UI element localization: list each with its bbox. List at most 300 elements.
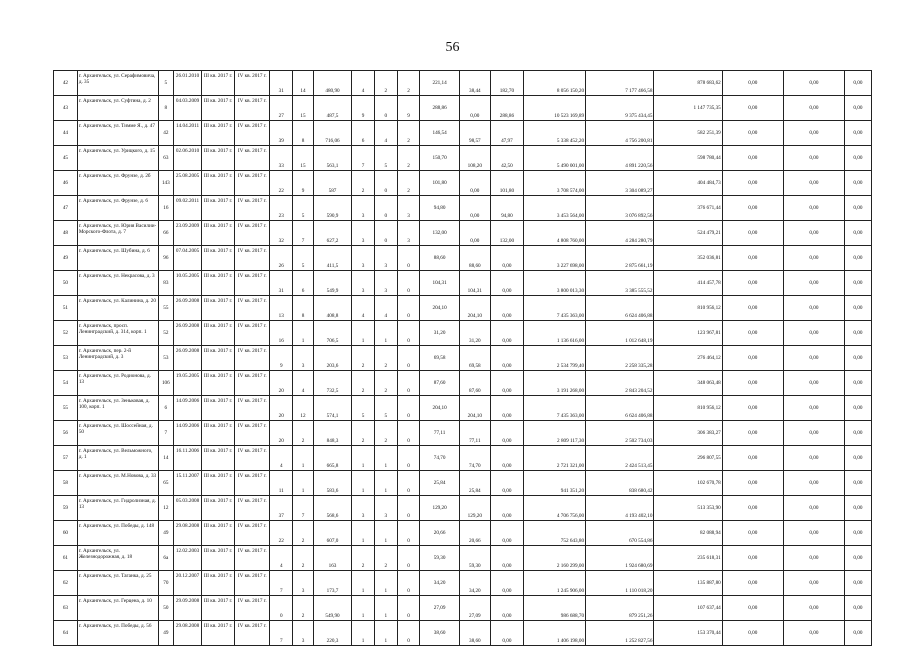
- cost-extra-cell: 0,00: [783, 571, 844, 596]
- cost-other-cell: 0,00: [844, 421, 871, 446]
- area-municipal-cell: 0,00: [490, 471, 523, 496]
- address-cell: г. Архангельск, ул. Шубина, д. 6: [77, 246, 158, 271]
- address-cell: г. Архангельск, ул. Гидролизная, д. 13: [77, 496, 158, 521]
- rooms-total-cell: 1: [352, 446, 375, 471]
- completion-quarter-cell: IV кв. 2017 г.: [235, 121, 270, 146]
- cost-total-cell: 1 406 198,00: [523, 621, 585, 646]
- total-area-cell: 487,5: [313, 96, 351, 121]
- area-total-cell: 31,20: [420, 321, 459, 346]
- cost-total-cell: 3 800 013,30: [523, 271, 585, 296]
- cost-extra-cell: 0,00: [783, 321, 844, 346]
- house-number-cell: 50: [158, 596, 174, 621]
- area-total-cell: 88,60: [420, 246, 459, 271]
- rooms-private-cell: 1: [374, 471, 397, 496]
- rooms-private-cell: 5: [374, 146, 397, 171]
- rooms-total-cell: 5: [352, 396, 375, 421]
- total-area-cell: 732,5: [313, 371, 351, 396]
- planned-quarter-cell: III кв. 2017 г.: [202, 121, 235, 146]
- completion-quarter-cell: IV кв. 2017 г.: [235, 71, 270, 96]
- house-number-cell: 65: [158, 471, 174, 496]
- cost-total-cell: 752 643,80: [523, 521, 585, 546]
- rooms-municipal-cell: 0: [397, 471, 420, 496]
- resettled-count-cell: 1: [293, 321, 314, 346]
- cost-extra-cell: 0,00: [783, 546, 844, 571]
- cost-extra-cell: 0,00: [783, 71, 844, 96]
- rooms-total-cell: 3: [352, 196, 375, 221]
- cost-extra-cell: 0,00: [783, 121, 844, 146]
- rooms-total-cell: 7: [352, 146, 375, 171]
- cost-region-cell: 414 457,78: [654, 271, 722, 296]
- area-private-cell: 0,00: [459, 221, 490, 246]
- cost-extra-cell: 0,00: [783, 596, 844, 621]
- cost-extra-cell: 0,00: [783, 446, 844, 471]
- cost-total-cell: 5 338 452,20: [523, 121, 585, 146]
- table-row: [54, 446, 872, 471]
- cost-other-cell: 0,00: [844, 171, 871, 196]
- table-row: [54, 521, 872, 546]
- residents-count-cell: 4: [270, 446, 293, 471]
- planned-quarter-cell: III кв. 2017 г.: [202, 471, 235, 496]
- cost-fund-cell: 2 875 661,19: [586, 246, 654, 271]
- rooms-total-cell: 4: [352, 296, 375, 321]
- area-municipal-cell: 0,00: [490, 271, 523, 296]
- total-area-cell: 574,1: [313, 396, 351, 421]
- cost-fund-cell: 9 375 434,45: [586, 96, 654, 121]
- cost-local-cell: 0,00: [722, 546, 783, 571]
- area-total-cell: 27,09: [420, 596, 459, 621]
- house-number-cell: 83: [158, 271, 174, 296]
- rooms-private-cell: 1: [374, 446, 397, 471]
- resettled-count-cell: 4: [293, 371, 314, 396]
- area-total-cell: 59,30: [420, 546, 459, 571]
- residents-count-cell: 26: [270, 246, 293, 271]
- cost-total-cell: 7 435 363,00: [523, 396, 585, 421]
- cost-other-cell: 0,00: [844, 546, 871, 571]
- area-total-cell: 288,86: [420, 96, 459, 121]
- address-cell: г. Архангельск, ул. Суфтина, д. 2: [77, 96, 158, 121]
- table-row: [54, 321, 872, 346]
- cost-extra-cell: 0,00: [783, 621, 844, 646]
- planned-quarter-cell: III кв. 2017 г.: [202, 621, 235, 646]
- row-number-cell: 50: [54, 271, 78, 296]
- completion-quarter-cell: IV кв. 2017 г.: [235, 396, 270, 421]
- resettled-count-cell: 1: [293, 471, 314, 496]
- rooms-total-cell: 3: [352, 221, 375, 246]
- house-number-cell: 14: [158, 446, 174, 471]
- recognition-date-cell: 09.02.2011: [174, 196, 202, 221]
- area-total-cell: 101,80: [420, 171, 459, 196]
- address-cell: г. Архангельск, ул. Таганка, д. 25: [77, 571, 158, 596]
- cost-fund-cell: 2 502 734,03: [586, 421, 654, 446]
- area-private-cell: 88,60: [459, 246, 490, 271]
- cost-total-cell: 8 056 150,20: [523, 71, 585, 96]
- rooms-total-cell: 2: [352, 421, 375, 446]
- total-area-cell: 627,2: [313, 221, 351, 246]
- cost-region-cell: 153 370,44: [654, 621, 722, 646]
- rooms-municipal-cell: 0: [397, 321, 420, 346]
- area-total-cell: 38,60: [420, 621, 459, 646]
- table-row: [54, 96, 872, 121]
- rooms-municipal-cell: 0: [397, 271, 420, 296]
- area-municipal-cell: 0,00: [490, 621, 523, 646]
- resettled-count-cell: 6: [293, 271, 314, 296]
- resettlement-table: [53, 70, 872, 646]
- area-municipal-cell: 0,00: [490, 571, 523, 596]
- rooms-total-cell: 1: [352, 596, 375, 621]
- resettled-count-cell: 5: [293, 246, 314, 271]
- cost-total-cell: 4 706 756,00: [523, 496, 585, 521]
- residents-count-cell: 31: [270, 71, 293, 96]
- cost-extra-cell: 0,00: [783, 196, 844, 221]
- row-number-cell: 57: [54, 446, 78, 471]
- recognition-date-cell: 14.09.2006: [174, 396, 202, 421]
- cost-other-cell: 0,00: [844, 246, 871, 271]
- house-number-cell: 42: [158, 121, 174, 146]
- house-number-cell: 52: [158, 321, 174, 346]
- row-number-cell: 63: [54, 596, 78, 621]
- row-number-cell: 42: [54, 71, 78, 96]
- cost-total-cell: 10 523 169,89: [523, 96, 585, 121]
- cost-local-cell: 0,00: [722, 371, 783, 396]
- row-number-cell: 64: [54, 621, 78, 646]
- completion-quarter-cell: IV кв. 2017 г.: [235, 246, 270, 271]
- rooms-total-cell: 1: [352, 471, 375, 496]
- area-private-cell: 38,60: [459, 621, 490, 646]
- address-cell: г. Архангельск, ул. Юрия Василии-Морского-Флота, д. 7: [77, 221, 158, 246]
- cost-extra-cell: 0,00: [783, 296, 844, 321]
- house-number-cell: 53: [158, 346, 174, 371]
- house-number-cell: 7: [158, 421, 174, 446]
- total-area-cell: 220,3: [313, 621, 351, 646]
- area-total-cell: 74,70: [420, 446, 459, 471]
- total-area-cell: 848,3: [313, 421, 351, 446]
- row-number-cell: 46: [54, 171, 78, 196]
- total-area-cell: 716,06: [313, 121, 351, 146]
- house-number-cell: 143: [158, 171, 174, 196]
- cost-extra-cell: 0,00: [783, 421, 844, 446]
- cost-local-cell: 0,00: [722, 121, 783, 146]
- area-municipal-cell: 182,70: [490, 71, 523, 96]
- cost-other-cell: 0,00: [844, 296, 871, 321]
- resettled-count-cell: 1: [293, 446, 314, 471]
- cost-region-cell: 582 251,39: [654, 121, 722, 146]
- address-cell: г. Архангельск, ул. Фрунзе, д. 6: [77, 196, 158, 221]
- cost-fund-cell: 3 076 892,56: [586, 196, 654, 221]
- rooms-municipal-cell: 0: [397, 621, 420, 646]
- planned-quarter-cell: III кв. 2017 г.: [202, 446, 235, 471]
- rooms-municipal-cell: 0: [397, 521, 420, 546]
- area-total-cell: 146,54: [420, 121, 459, 146]
- rooms-private-cell: 1: [374, 321, 397, 346]
- area-private-cell: 0,00: [459, 196, 490, 221]
- residents-count-cell: 7: [270, 571, 293, 596]
- row-number-cell: 53: [54, 346, 78, 371]
- cost-fund-cell: 4 891 220,56: [586, 146, 654, 171]
- rooms-total-cell: 1: [352, 521, 375, 546]
- house-number-cell: 5: [158, 71, 174, 96]
- row-number-cell: 43: [54, 96, 78, 121]
- cost-local-cell: 0,00: [722, 471, 783, 496]
- cost-region-cell: 598 780,44: [654, 146, 722, 171]
- recognition-date-cell: 02.06.2010: [174, 146, 202, 171]
- resettled-count-cell: 3: [293, 346, 314, 371]
- area-total-cell: 132,00: [420, 221, 459, 246]
- cost-local-cell: 0,00: [722, 96, 783, 121]
- cost-region-cell: 810 956,12: [654, 296, 722, 321]
- cost-region-cell: 107 637,44: [654, 596, 722, 621]
- cost-extra-cell: 0,00: [783, 396, 844, 421]
- residents-count-cell: 33: [270, 146, 293, 171]
- cost-extra-cell: 0,00: [783, 246, 844, 271]
- recognition-date-cell: 10.05.2005: [174, 271, 202, 296]
- table-row: [54, 571, 872, 596]
- cost-local-cell: 0,00: [722, 346, 783, 371]
- rooms-private-cell: 4: [374, 296, 397, 321]
- cost-other-cell: 0,00: [844, 446, 871, 471]
- area-private-cell: 77,11: [459, 421, 490, 446]
- cost-region-cell: 513 353,90: [654, 496, 722, 521]
- area-total-cell: 34,20: [420, 571, 459, 596]
- planned-quarter-cell: III кв. 2017 г.: [202, 221, 235, 246]
- row-number-cell: 59: [54, 496, 78, 521]
- address-cell: г. Архангельск, ул. Герцена, д. 10: [77, 596, 158, 621]
- cost-total-cell: 1 136 616,00: [523, 321, 585, 346]
- house-number-cell: 70: [158, 571, 174, 596]
- cost-other-cell: 0,00: [844, 621, 871, 646]
- cost-region-cell: 306 383,27: [654, 421, 722, 446]
- planned-quarter-cell: III кв. 2017 г.: [202, 196, 235, 221]
- total-area-cell: 607,0: [313, 521, 351, 546]
- cost-other-cell: 0,00: [844, 121, 871, 146]
- area-private-cell: 38,44: [459, 71, 490, 96]
- planned-quarter-cell: III кв. 2017 г.: [202, 596, 235, 621]
- cost-other-cell: 0,00: [844, 371, 871, 396]
- completion-quarter-cell: IV кв. 2017 г.: [235, 571, 270, 596]
- recognition-date-cell: 26.09.2008: [174, 321, 202, 346]
- total-area-cell: 706,5: [313, 321, 351, 346]
- residents-count-cell: 4: [270, 546, 293, 571]
- rooms-municipal-cell: 0: [397, 396, 420, 421]
- cost-fund-cell: 7 177 466,58: [586, 71, 654, 96]
- row-number-cell: 47: [54, 196, 78, 221]
- row-number-cell: 55: [54, 396, 78, 421]
- area-total-cell: 221,14: [420, 71, 459, 96]
- area-total-cell: 20,66: [420, 521, 459, 546]
- area-municipal-cell: 101,80: [490, 171, 523, 196]
- recognition-date-cell: 29.08.2008: [174, 521, 202, 546]
- house-number-cell: 66: [158, 221, 174, 246]
- address-cell: г. Архангельск, просп. Ленинградский, д. 314, корп. 1: [77, 321, 158, 346]
- cost-extra-cell: 0,00: [783, 146, 844, 171]
- resettled-count-cell: 2: [293, 596, 314, 621]
- area-private-cell: 87,60: [459, 371, 490, 396]
- area-municipal-cell: 0,00: [490, 521, 523, 546]
- completion-quarter-cell: IV кв. 2017 г.: [235, 146, 270, 171]
- cost-total-cell: 941 351,20: [523, 471, 585, 496]
- row-number-cell: 44: [54, 121, 78, 146]
- table-row: [54, 421, 872, 446]
- row-number-cell: 49: [54, 246, 78, 271]
- area-private-cell: 108,20: [459, 146, 490, 171]
- cost-fund-cell: 4 756 200,81: [586, 121, 654, 146]
- recognition-date-cell: 07.04.2005: [174, 246, 202, 271]
- total-area-cell: 163: [313, 546, 351, 571]
- rooms-total-cell: 6: [352, 121, 375, 146]
- rooms-total-cell: 2: [352, 371, 375, 396]
- cost-total-cell: 2 534 799,40: [523, 346, 585, 371]
- table-row: [54, 221, 872, 246]
- cost-other-cell: 0,00: [844, 96, 871, 121]
- cost-local-cell: 0,00: [722, 196, 783, 221]
- recognition-date-cell: 20.12.2007: [174, 571, 202, 596]
- rooms-total-cell: 1: [352, 321, 375, 346]
- area-private-cell: 0,00: [459, 96, 490, 121]
- rooms-private-cell: 2: [374, 346, 397, 371]
- cost-other-cell: 0,00: [844, 571, 871, 596]
- residents-count-cell: 20: [270, 421, 293, 446]
- cost-extra-cell: 0,00: [783, 346, 844, 371]
- cost-local-cell: 0,00: [722, 71, 783, 96]
- recognition-date-cell: 29.08.2008: [174, 621, 202, 646]
- total-area-cell: 563,1: [313, 146, 351, 171]
- residents-count-cell: 31: [270, 271, 293, 296]
- address-cell: г. Архангельск, ул. Победы, д. 148: [77, 521, 158, 546]
- planned-quarter-cell: III кв. 2017 г.: [202, 271, 235, 296]
- planned-quarter-cell: III кв. 2017 г.: [202, 71, 235, 96]
- area-municipal-cell: 0,00: [490, 321, 523, 346]
- rooms-total-cell: 2: [352, 171, 375, 196]
- completion-quarter-cell: IV кв. 2017 г.: [235, 546, 270, 571]
- cost-region-cell: 352 036,81: [654, 246, 722, 271]
- rooms-private-cell: 0: [374, 171, 397, 196]
- cost-total-cell: 3 453 564,00: [523, 196, 585, 221]
- total-area-cell: 583,6: [313, 471, 351, 496]
- planned-quarter-cell: III кв. 2017 г.: [202, 521, 235, 546]
- rooms-private-cell: 5: [374, 396, 397, 421]
- planned-quarter-cell: III кв. 2017 г.: [202, 246, 235, 271]
- cost-local-cell: 0,00: [722, 596, 783, 621]
- recognition-date-cell: 16.11.2006: [174, 446, 202, 471]
- area-municipal-cell: 288,86: [490, 96, 523, 121]
- completion-quarter-cell: IV кв. 2017 г.: [235, 196, 270, 221]
- house-number-cell: 106: [158, 371, 174, 396]
- cost-fund-cell: 1 252 827,56: [586, 621, 654, 646]
- address-cell: г. Архангельск, пер. 2-й Ленинградский, д. 3: [77, 346, 158, 371]
- area-private-cell: 0,00: [459, 171, 490, 196]
- rooms-municipal-cell: 0: [397, 346, 420, 371]
- cost-extra-cell: 0,00: [783, 521, 844, 546]
- recognition-date-cell: 14.04.2011: [174, 121, 202, 146]
- cost-extra-cell: 0,00: [783, 221, 844, 246]
- recognition-date-cell: 04.03.2009: [174, 96, 202, 121]
- area-total-cell: 104,31: [420, 271, 459, 296]
- area-municipal-cell: 42,50: [490, 146, 523, 171]
- cost-other-cell: 0,00: [844, 521, 871, 546]
- row-number-cell: 58: [54, 471, 78, 496]
- rooms-total-cell: 3: [352, 246, 375, 271]
- residents-count-cell: 23: [270, 196, 293, 221]
- cost-other-cell: 0,00: [844, 471, 871, 496]
- cost-extra-cell: 0,00: [783, 96, 844, 121]
- rooms-municipal-cell: 0: [397, 446, 420, 471]
- house-number-cell: 8: [158, 96, 174, 121]
- residents-count-cell: 22: [270, 171, 293, 196]
- cost-fund-cell: 6 624 406,88: [586, 396, 654, 421]
- rooms-total-cell: 2: [352, 346, 375, 371]
- rooms-municipal-cell: 3: [397, 196, 420, 221]
- cost-extra-cell: 0,00: [783, 171, 844, 196]
- cost-fund-cell: 4 193 402,10: [586, 496, 654, 521]
- table-row: [54, 296, 872, 321]
- residents-count-cell: 13: [270, 296, 293, 321]
- table-row: [54, 371, 872, 396]
- table-row: [54, 346, 872, 371]
- cost-total-cell: 5 490 001,00: [523, 146, 585, 171]
- row-number-cell: 48: [54, 221, 78, 246]
- rooms-municipal-cell: 0: [397, 596, 420, 621]
- resettled-count-cell: 8: [293, 121, 314, 146]
- residents-count-cell: 32: [270, 221, 293, 246]
- cost-fund-cell: 838 680,42: [586, 471, 654, 496]
- residents-count-cell: 39: [270, 121, 293, 146]
- planned-quarter-cell: III кв. 2017 г.: [202, 321, 235, 346]
- residents-count-cell: 11: [270, 471, 293, 496]
- planned-quarter-cell: III кв. 2017 г.: [202, 96, 235, 121]
- area-municipal-cell: 0,00: [490, 546, 523, 571]
- cost-other-cell: 0,00: [844, 221, 871, 246]
- cost-region-cell: 1 147 735,35: [654, 96, 722, 121]
- rooms-private-cell: 1: [374, 596, 397, 621]
- rooms-municipal-cell: 2: [397, 71, 420, 96]
- cost-fund-cell: 1 110 018,20: [586, 571, 654, 596]
- cost-local-cell: 0,00: [722, 321, 783, 346]
- row-number-cell: 51: [54, 296, 78, 321]
- completion-quarter-cell: IV кв. 2017 г.: [235, 271, 270, 296]
- area-private-cell: 20,66: [459, 521, 490, 546]
- rooms-municipal-cell: 2: [397, 121, 420, 146]
- recognition-date-cell: 19.05.2005: [174, 371, 202, 396]
- area-private-cell: 27,09: [459, 596, 490, 621]
- area-total-cell: 150,70: [420, 146, 459, 171]
- total-area-cell: 568,6: [313, 496, 351, 521]
- address-cell: г. Архангельск, ул. Некрасова, д. 3: [77, 271, 158, 296]
- area-municipal-cell: 0,00: [490, 496, 523, 521]
- area-private-cell: 25,84: [459, 471, 490, 496]
- house-number-cell: 96: [158, 246, 174, 271]
- cost-local-cell: 0,00: [722, 221, 783, 246]
- cost-local-cell: 0,00: [722, 521, 783, 546]
- cost-total-cell: 1 245 906,00: [523, 571, 585, 596]
- planned-quarter-cell: III кв. 2017 г.: [202, 171, 235, 196]
- row-number-cell: 62: [54, 571, 78, 596]
- total-area-cell: 408,8: [313, 296, 351, 321]
- completion-quarter-cell: IV кв. 2017 г.: [235, 496, 270, 521]
- area-municipal-cell: 0,00: [490, 446, 523, 471]
- resettled-count-cell: 2: [293, 421, 314, 446]
- rooms-municipal-cell: 0: [397, 371, 420, 396]
- address-cell: г. Архангельск, ул. Зеньковая, д. 100, корп. 1: [77, 396, 158, 421]
- rooms-private-cell: 0: [374, 196, 397, 221]
- rooms-municipal-cell: 0: [397, 421, 420, 446]
- rooms-private-cell: 0: [374, 96, 397, 121]
- area-total-cell: 25,84: [420, 471, 459, 496]
- cost-fund-cell: 2 843 204,52: [586, 371, 654, 396]
- cost-other-cell: 0,00: [844, 196, 871, 221]
- cost-fund-cell: 2 424 513,45: [586, 446, 654, 471]
- address-cell: г. Архангельск, ул. Фрунзе, д. 2б: [77, 171, 158, 196]
- cost-region-cell: 123 967,81: [654, 321, 722, 346]
- recognition-date-cell: 25.08.2005: [174, 171, 202, 196]
